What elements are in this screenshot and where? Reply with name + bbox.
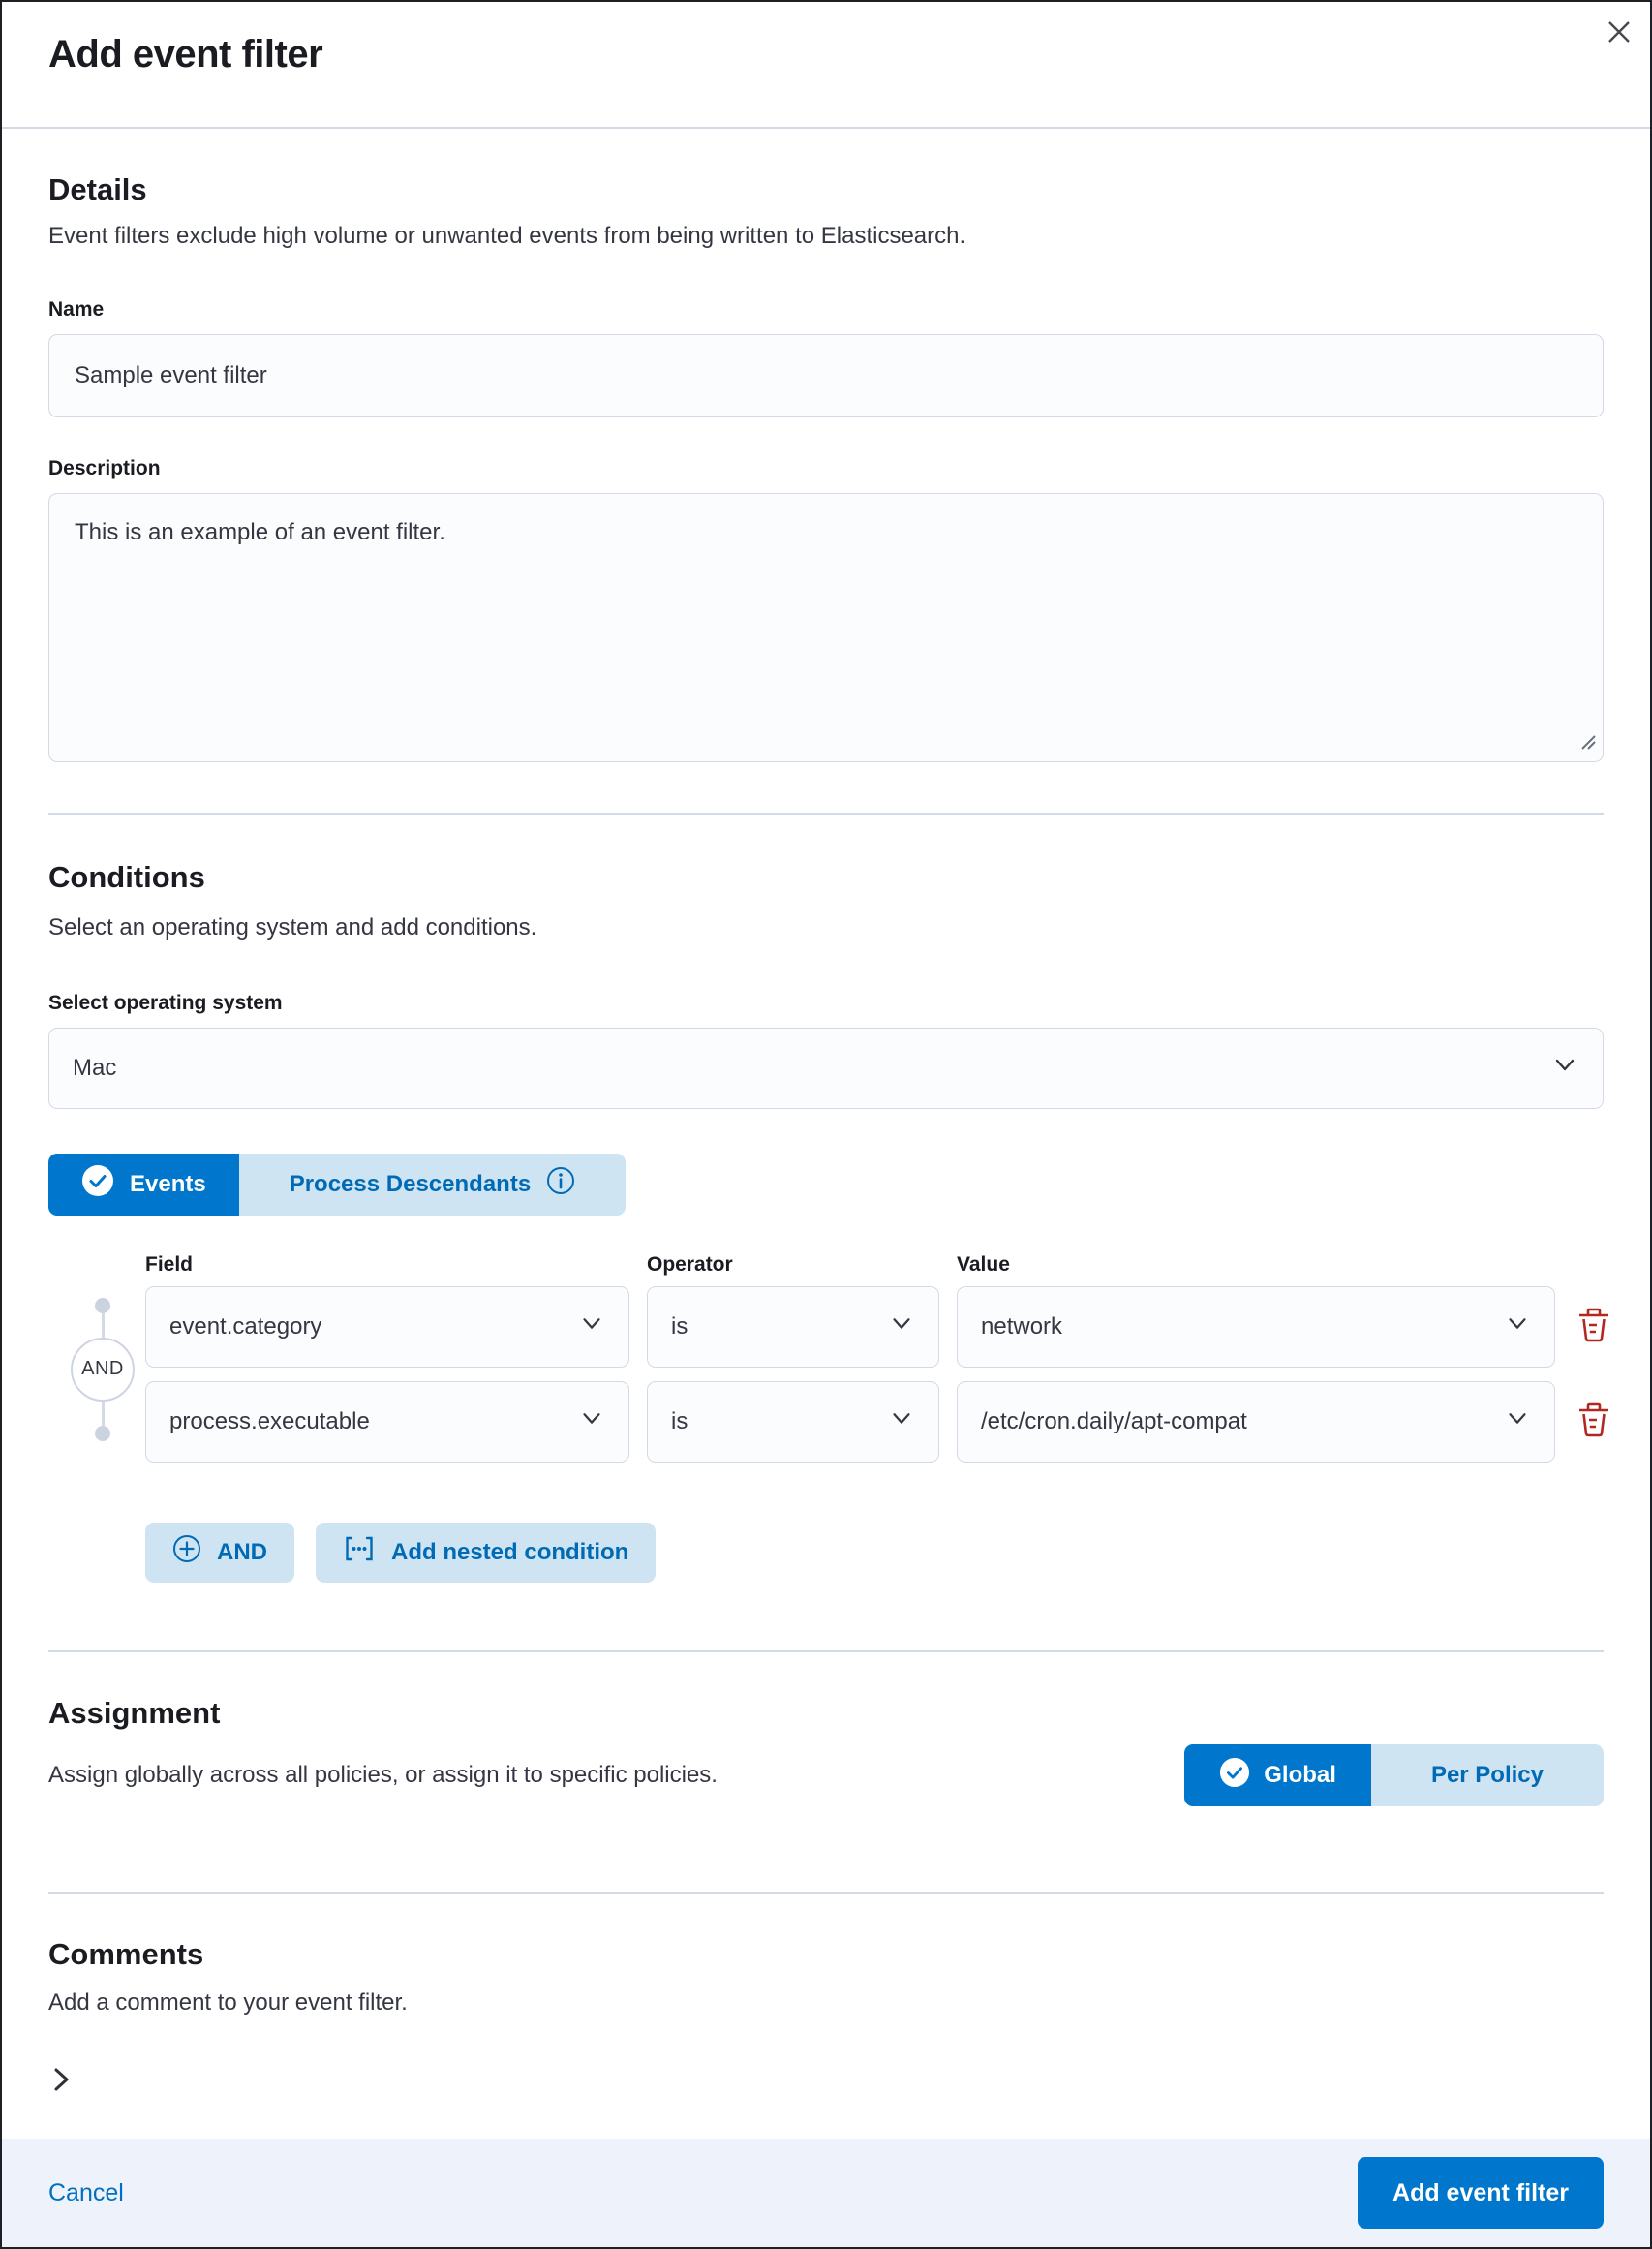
modal-header bbox=[2, 2, 1650, 129]
section-divider bbox=[48, 1892, 1604, 1894]
field-select-value: process.executable bbox=[169, 1407, 370, 1434]
modal-body bbox=[2, 129, 1650, 2139]
description-label: Description bbox=[48, 456, 161, 479]
info-icon bbox=[546, 1166, 575, 1202]
operator-select-value: is bbox=[671, 1407, 688, 1434]
assignment-global-button[interactable] bbox=[1184, 1744, 1371, 1806]
comments-accordion-toggle[interactable] bbox=[48, 2060, 91, 2103]
details-heading: Details bbox=[48, 172, 147, 206]
conditions-subtitle: Select an operating system and add conditions. bbox=[48, 914, 537, 941]
field-select[interactable] bbox=[145, 1286, 629, 1368]
condition-rows bbox=[48, 1286, 1604, 1463]
trash-icon bbox=[1577, 1402, 1610, 1441]
field-select-value: event.category bbox=[169, 1312, 322, 1340]
plus-in-circle-icon bbox=[172, 1534, 201, 1570]
close-icon bbox=[1606, 19, 1632, 47]
chevron-down-icon bbox=[888, 1404, 915, 1438]
add-event-filter-button[interactable]: Add event filter bbox=[1358, 2157, 1604, 2229]
conditions-heading: Conditions bbox=[48, 859, 205, 894]
tab-process-descendants-label: Process Descendants bbox=[289, 1170, 532, 1197]
tab-events-label: Events bbox=[130, 1170, 206, 1197]
delete-condition-button[interactable] bbox=[1573, 1286, 1615, 1368]
connector-dot bbox=[95, 1298, 110, 1313]
chevron-down-icon bbox=[578, 1404, 605, 1438]
assignment-per-policy-label: Per Policy bbox=[1430, 1762, 1544, 1789]
value-select[interactable] bbox=[957, 1381, 1555, 1463]
description-textarea[interactable] bbox=[48, 493, 1604, 762]
value-column-label: Value bbox=[957, 1252, 1010, 1276]
add-and-condition-label: AND bbox=[217, 1538, 267, 1565]
add-nested-condition-label: Add nested condition bbox=[391, 1538, 629, 1565]
tab-events[interactable] bbox=[48, 1154, 239, 1216]
name-label: Name bbox=[48, 297, 105, 321]
name-input[interactable] bbox=[48, 334, 1604, 417]
operator-select-value: is bbox=[671, 1312, 688, 1340]
operator-select[interactable] bbox=[647, 1286, 939, 1368]
add-and-condition-button[interactable] bbox=[145, 1523, 294, 1583]
assignment-button-group bbox=[1184, 1744, 1604, 1806]
and-connector bbox=[70, 1298, 136, 1441]
value-select-value: /etc/cron.daily/apt-compat bbox=[981, 1407, 1247, 1434]
field-select[interactable] bbox=[145, 1381, 629, 1463]
assignment-global-label: Global bbox=[1264, 1762, 1336, 1789]
check-in-circle-icon bbox=[1219, 1757, 1250, 1795]
resize-handle-icon[interactable] bbox=[1579, 733, 1597, 755]
nested-condition-icon bbox=[343, 1534, 376, 1570]
chevron-right-icon bbox=[48, 2065, 74, 2097]
condition-column-labels bbox=[145, 1252, 1604, 1277]
modal-footer bbox=[2, 2139, 1650, 2247]
chevron-down-icon bbox=[1504, 1404, 1531, 1438]
tab-process-descendants[interactable] bbox=[239, 1154, 626, 1216]
chevron-down-icon bbox=[578, 1309, 605, 1343]
and-connector-badge: AND bbox=[71, 1338, 135, 1402]
modal-title: Add event filter bbox=[48, 33, 323, 76]
os-select[interactable] bbox=[48, 1028, 1604, 1109]
details-description: Event filters exclude high volume or unwanted events from being written to Elasticsearch. bbox=[48, 223, 966, 250]
condition-type-button-group bbox=[48, 1154, 626, 1216]
condition-row bbox=[145, 1381, 1604, 1463]
assignment-heading: Assignment bbox=[48, 1695, 221, 1730]
comments-heading: Comments bbox=[48, 1937, 204, 1972]
check-in-circle-icon bbox=[81, 1164, 114, 1204]
os-select-label: Select operating system bbox=[48, 991, 283, 1014]
cancel-button[interactable]: Cancel bbox=[48, 2178, 124, 2206]
connector-line bbox=[102, 1402, 105, 1426]
assignment-description: Assign globally across all policies, or assign it to specific policies. bbox=[48, 1761, 718, 1788]
operator-select[interactable] bbox=[647, 1381, 939, 1463]
value-select[interactable] bbox=[957, 1286, 1555, 1368]
logic-buttons bbox=[145, 1523, 1604, 1583]
section-divider bbox=[48, 813, 1604, 815]
field-column-label: Field bbox=[145, 1252, 194, 1276]
trash-icon bbox=[1577, 1307, 1610, 1346]
chevron-down-icon bbox=[1550, 1050, 1579, 1086]
condition-row bbox=[145, 1286, 1604, 1368]
add-nested-condition-button[interactable] bbox=[316, 1523, 656, 1583]
operator-column-label: Operator bbox=[647, 1252, 733, 1276]
close-button[interactable] bbox=[1598, 12, 1640, 54]
os-select-value: Mac bbox=[73, 1054, 117, 1081]
assignment-per-policy-button[interactable] bbox=[1371, 1744, 1604, 1806]
value-select-value: network bbox=[981, 1312, 1063, 1340]
connector-dot bbox=[95, 1426, 110, 1441]
chevron-down-icon bbox=[1504, 1309, 1531, 1343]
chevron-down-icon bbox=[888, 1309, 915, 1343]
comments-description: Add a comment to your event filter. bbox=[48, 1989, 408, 2017]
connector-line bbox=[102, 1313, 105, 1338]
delete-condition-button[interactable] bbox=[1573, 1381, 1615, 1463]
section-divider bbox=[48, 1650, 1604, 1652]
